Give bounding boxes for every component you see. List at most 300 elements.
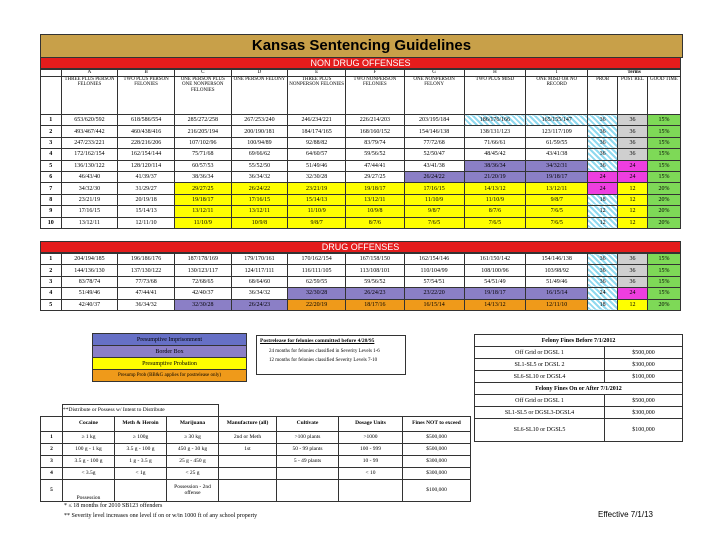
sentence-cell: 15/14/13 (118, 206, 175, 217)
sentence-cell: 31/29/27 (118, 183, 175, 194)
sentence-cell: 246/234/221 (288, 115, 346, 126)
sentence-cell: 165/155/147 (526, 115, 588, 126)
page-title: Kansas Sentencing Guidelines (40, 34, 683, 58)
good-time-cell: 15% (647, 171, 680, 182)
quantity-cell (277, 468, 339, 480)
grid-row (41, 276, 681, 287)
sentence-cell: 19/18/17 (464, 288, 526, 299)
sentence-cell: 108/100/96 (464, 265, 526, 276)
sentence-cell: 285/272/258 (174, 115, 231, 126)
sentence-cell: 51/49/46 (288, 160, 346, 171)
quantity-cell: 5 - 49 plants (277, 456, 339, 468)
sentence-cell: 26/24/22 (404, 171, 464, 182)
sentence-cell: 32/30/28 (288, 288, 346, 299)
sentence-cell: 9/8/7 (288, 217, 346, 228)
col-prob: PROB (588, 77, 618, 115)
severity-level: 1 (41, 254, 62, 265)
post-rel-cell: 36 (618, 149, 648, 160)
quantity-cell: $300,000 (403, 456, 471, 468)
quantity-level: 3 (41, 456, 63, 468)
sentence-cell: 47/44/41 (118, 288, 175, 299)
grid-row (41, 126, 681, 137)
nondrug-table (40, 69, 681, 229)
sentence-cell: 247/233/221 (61, 137, 118, 148)
sentence-cell: 34/32/31 (526, 160, 588, 171)
sentence-cell: 8/7/6 (346, 217, 405, 228)
quantity-cell (115, 480, 167, 502)
col-desc: THREE PLUS NONPERSON FELONIES (288, 77, 346, 115)
good-time-cell: 15% (647, 160, 680, 171)
sentence-cell: 11/10/9 (404, 194, 464, 205)
post-rel-cell: 12 (618, 217, 648, 228)
corner-cell (41, 77, 62, 115)
col-desc: ONE NONPERSON FELONY (404, 77, 464, 115)
sentence-cell: 216/205/194 (174, 126, 231, 137)
severity-level: 1 (41, 115, 62, 126)
quantity-cell: 1 g - 3.5 g (115, 456, 167, 468)
post-rel-cell: 36 (618, 276, 648, 287)
post-rel-cell: 24 (618, 160, 648, 171)
sentence-cell: 128/120/114 (118, 160, 175, 171)
sentence-cell: 42/40/37 (174, 288, 231, 299)
post-rel-cell: 36 (618, 265, 648, 276)
sentence-cell: 493/467/442 (61, 126, 118, 137)
good-time-cell: 15% (647, 115, 680, 126)
sentence-cell: 77/73/68 (118, 276, 175, 287)
sentence-cell: 51/49/46 (61, 288, 118, 299)
quantity-row (41, 432, 471, 444)
quantity-cell: ≥ 30 kg (167, 432, 219, 444)
sentence-cell: 54/51/49 (464, 276, 526, 287)
sentence-cell: 23/22/20 (404, 288, 464, 299)
sentence-cell: 11/10/9 (174, 217, 231, 228)
sentence-cell: 52/50/47 (404, 149, 464, 160)
quantity-cell: Possession - 2nd offense (167, 480, 219, 502)
fines-table (474, 334, 683, 442)
sentence-cell: 13/12/11 (231, 206, 288, 217)
quantity-cell: >1000 (339, 432, 403, 444)
grid-row (41, 217, 681, 228)
prob-cell: 36 (588, 126, 618, 137)
footnote-2: ** Severity level increases one level if on or w/in 1000 ft of any school property (64, 513, 258, 519)
sentence-cell: 38/36/34 (464, 160, 526, 171)
sentence-cell: 36/34/32 (231, 171, 288, 182)
effective-date: Effective 7/1/13 (598, 510, 653, 519)
sentence-cell: 226/214/203 (346, 115, 405, 126)
quantity-cell: 100 - 999 (339, 444, 403, 456)
sentence-cell: 55/52/50 (231, 160, 288, 171)
sentence-cell: 71/66/61 (464, 137, 526, 148)
quantity-row (41, 468, 471, 480)
sentence-cell: 618/586/554 (118, 115, 175, 126)
sentence-cell: 170/162/154 (288, 254, 346, 265)
col-good-time: GOOD TIME (647, 77, 680, 115)
sentence-cell: 32/30/28 (288, 171, 346, 182)
grid-row (41, 171, 681, 182)
sentence-cell: 653/620/592 (61, 115, 118, 126)
grid-row (41, 206, 681, 217)
post-rel-cell: 12 (618, 194, 648, 205)
post-rel-cell: 12 (618, 206, 648, 217)
legend-border-box: Border Box (93, 346, 247, 358)
sentence-cell: 43/41/38 (404, 160, 464, 171)
sentence-cell: 204/194/185 (61, 254, 118, 265)
quantity-level: 1 (41, 432, 63, 444)
prob-cell: 24 (588, 288, 618, 299)
drug-header: Manufacture (all) (219, 417, 277, 432)
drug-header: Dosage Units (339, 417, 403, 432)
severity-level: 4 (41, 288, 62, 299)
severity-level: 3 (41, 137, 62, 148)
sentence-cell: 162/154/144 (118, 149, 175, 160)
quantity-cell: 1st (219, 444, 277, 456)
sentence-cell: 19/18/17 (346, 183, 405, 194)
good-time-cell: 15% (647, 137, 680, 148)
severity-level: 8 (41, 194, 62, 205)
sentence-cell: 137/130/122 (118, 265, 175, 276)
sentence-cell: 12/11/10 (118, 217, 175, 228)
quantity-level: 2 (41, 444, 63, 456)
severity-level: 5 (41, 299, 62, 310)
post-rel-cell: 24 (618, 171, 648, 182)
sentence-cell: 38/36/34 (174, 171, 231, 182)
good-time-cell: 20% (647, 299, 680, 310)
legend-presumptive-imprisonment: Presumptive Imprisonment (93, 334, 247, 346)
sentence-cell: 17/16/15 (231, 194, 288, 205)
sentence-cell: 34/32/30 (61, 183, 118, 194)
sentence-cell: 14/13/12 (464, 183, 526, 194)
sentence-cell: 9/8/7 (526, 194, 588, 205)
sentence-cell: 172/162/154 (61, 149, 118, 160)
sentence-cell: 32/30/28 (174, 299, 231, 310)
post-rel-cell: 36 (618, 254, 648, 265)
sentence-cell: 36/34/32 (118, 299, 175, 310)
sentence-cell: 92/88/82 (288, 137, 346, 148)
sentence-cell: 57/54/51 (404, 276, 464, 287)
good-time-cell: 15% (647, 254, 680, 265)
terms-label: Terms (588, 70, 681, 77)
quantity-cell (277, 480, 339, 502)
sentence-cell: 18/17/16 (346, 299, 405, 310)
quantity-cell (219, 480, 277, 502)
quantity-cell: < 10 (339, 468, 403, 480)
severity-level: 3 (41, 276, 62, 287)
grid-row (41, 149, 681, 160)
sentence-cell: 179/170/161 (231, 254, 288, 265)
sentence-cell: 68/64/60 (231, 276, 288, 287)
sentence-cell: 72/68/65 (174, 276, 231, 287)
quantity-cell: $100,000 (403, 480, 471, 502)
grid-row (41, 288, 681, 299)
sentence-cell: 13/12/11 (526, 183, 588, 194)
good-time-cell: 20% (647, 217, 680, 228)
col-post-rel: POST REL (618, 77, 648, 115)
prob-cell: 12 (588, 217, 618, 228)
quantity-level: 5 (41, 480, 63, 502)
grid-row (41, 265, 681, 276)
quantity-cell (219, 468, 277, 480)
sentence-cell: 51/49/46 (526, 276, 588, 287)
quantity-cell: 3.5 g - 100 g (63, 456, 115, 468)
drug-quantity-table (40, 404, 471, 502)
col-letter: I (526, 70, 588, 77)
col-letter: B (118, 70, 175, 77)
sentence-cell: 7/6/5 (526, 206, 588, 217)
sentence-cell: 61/59/55 (526, 137, 588, 148)
col-desc: ONE MISD OR NO RECORD (526, 77, 588, 115)
severity-level: 6 (41, 171, 62, 182)
prob-cell: 36 (588, 276, 618, 287)
sentence-cell: 103/98/92 (526, 265, 588, 276)
sentence-cell: 23/21/19 (288, 183, 346, 194)
quantity-cell: < 3.5g (63, 468, 115, 480)
postrelease-line1: 24 months for felonies classified in Severity Levels 1-6 (269, 349, 380, 354)
quantity-cell: 2nd or Meth (219, 432, 277, 444)
grid-row (41, 183, 681, 194)
sentence-cell: 184/174/165 (288, 126, 346, 137)
quantity-cell: 25 g - 450 g (167, 456, 219, 468)
prob-cell: 36 (588, 265, 618, 276)
sentence-cell: 110/104/99 (404, 265, 464, 276)
col-desc: ONE PERSON PLUS ONE NONPERSON FELONIES (174, 77, 231, 115)
severity-level: 4 (41, 149, 62, 160)
sentence-cell: 62/59/55 (288, 276, 346, 287)
sentence-cell: 16/15/14 (526, 288, 588, 299)
sentence-cell: 48/45/42 (464, 149, 526, 160)
fine-level: SL1-SL5 or DGSL 2 (475, 359, 605, 371)
severity-level: 9 (41, 206, 62, 217)
col-letter: E (288, 70, 346, 77)
grid-row (41, 137, 681, 148)
sentence-cell: 83/79/74 (346, 137, 405, 148)
footnote-1: * ≤ 18 months for 2010 SB123 offenders (64, 503, 163, 509)
sentence-cell: 228/216/206 (118, 137, 175, 148)
quantity-cell: ≥ 100g (115, 432, 167, 444)
nondrug-band: NON DRUG OFFENSES (40, 57, 681, 69)
sentence-cell: 100/94/89 (231, 137, 288, 148)
prob-cell: 18 (588, 299, 618, 310)
legend-presump-prob-bbg: Presump Prob (BB&G applies for postrelease only) (93, 370, 247, 382)
drug-header: Meth & Heroin (115, 417, 167, 432)
fine-level: Off Grid or DGSL 1 (475, 347, 605, 359)
sentence-cell: 15/14/13 (288, 194, 346, 205)
drug-header: Cultivate (277, 417, 339, 432)
quantity-cell: < 1g (115, 468, 167, 480)
sentence-cell: 47/44/41 (346, 160, 405, 171)
sentence-cell: 144/136/130 (61, 265, 118, 276)
sentence-cell: 9/8/7 (404, 206, 464, 217)
prob-cell: 18 (588, 194, 618, 205)
sentence-cell: 107/102/96 (174, 137, 231, 148)
fine-amount: $500,000 (605, 395, 683, 407)
sentence-cell: 12/11/10 (526, 299, 588, 310)
sentence-cell: 7/6/5 (526, 217, 588, 228)
sentence-cell: 8/7/6 (464, 206, 526, 217)
sentence-cell: 11/10/9 (288, 206, 346, 217)
good-time-cell: 15% (647, 265, 680, 276)
sentence-cell: 130/123/117 (174, 265, 231, 276)
post-rel-cell: 12 (618, 299, 648, 310)
sentence-cell: 136/130/122 (61, 160, 118, 171)
post-rel-cell: 36 (618, 137, 648, 148)
quantity-row (41, 480, 471, 502)
sentence-cell: 186/176/166 (464, 115, 526, 126)
quantity-level: 4 (41, 468, 63, 480)
sentence-cell: 43/41/38 (526, 149, 588, 160)
sentence-cell: 7/6/5 (404, 217, 464, 228)
sentence-cell: 168/160/152 (346, 126, 405, 137)
sentence-cell: 11/10/9 (464, 194, 526, 205)
legend-presumptive-probation: Presumptive Probation (93, 358, 247, 370)
fine-amount: $100,000 (605, 371, 683, 383)
sentence-cell: 59/56/52 (346, 276, 405, 287)
quantity-cell (339, 480, 403, 502)
legend (92, 333, 247, 382)
sentence-cell: 113/108/101 (346, 265, 405, 276)
fine-level: SL1-SL5 or DGSL3-DGSL4 (475, 407, 605, 419)
grid-row (41, 194, 681, 205)
prob-cell: 36 (588, 115, 618, 126)
sentence-cell: 29/27/25 (174, 183, 231, 194)
sentence-cell: 13/12/11 (61, 217, 118, 228)
sentence-cell: 10/9/8 (346, 206, 405, 217)
grid-row (41, 115, 681, 126)
col-desc: ONE PERSON FELONY (231, 77, 288, 115)
post-rel-cell: 36 (618, 115, 648, 126)
sentence-cell: 203/195/184 (404, 115, 464, 126)
col-desc: TWO NONPERSON FELONIES (346, 77, 405, 115)
quantity-cell: ≥ 1 kg (63, 432, 115, 444)
sentence-cell: 196/186/176 (118, 254, 175, 265)
drug-grid (40, 241, 681, 311)
post-rel-cell: 12 (618, 183, 648, 194)
sentence-cell: 64/60/57 (288, 149, 346, 160)
sentence-cell: 26/24/23 (346, 288, 405, 299)
drug-note: **Distribute or Possess w/ Intent to Distribute (63, 405, 219, 417)
sentence-cell: 83/78/74 (61, 276, 118, 287)
prob-cell: 36 (588, 149, 618, 160)
sentence-cell: 26/24/23 (231, 299, 288, 310)
sentence-cell: 59/56/52 (346, 149, 405, 160)
corner-cell (41, 70, 62, 77)
sentence-cell: 13/12/11 (174, 206, 231, 217)
sentence-cell: 116/111/105 (288, 265, 346, 276)
sentence-cell: 60/57/53 (174, 160, 231, 171)
sentence-cell: 23/21/19 (61, 194, 118, 205)
postrelease-title: Postrelease for felonies committed before 4/20/95 (260, 338, 375, 344)
sentence-cell: 17/16/15 (404, 183, 464, 194)
good-time-cell: 15% (647, 288, 680, 299)
sentence-cell: 123/117/109 (526, 126, 588, 137)
quantity-cell: Possession (63, 480, 115, 502)
fine-level: SL6-SL10 or DGSL4 (475, 371, 605, 383)
col-desc: TWO PLUS MISD (464, 77, 526, 115)
post-rel-cell: 24 (618, 288, 648, 299)
sentence-cell: 162/154/146 (404, 254, 464, 265)
good-time-cell: 15% (647, 276, 680, 287)
sentence-cell: 187/178/169 (174, 254, 231, 265)
drug-table (40, 253, 681, 311)
quantity-cell: 450 g - 30 kg (167, 444, 219, 456)
sentence-cell: 16/15/14 (404, 299, 464, 310)
sentence-cell: 7/6/5 (464, 217, 526, 228)
col-desc: THREE PLUS PERSON FELONIES (61, 77, 118, 115)
good-time-cell: 15% (647, 149, 680, 160)
severity-level: 7 (41, 183, 62, 194)
sentence-cell: 138/131/123 (464, 126, 526, 137)
drug-header: Fines NOT to exceed (403, 417, 471, 432)
postrelease-line2: 12 months for felonies classified Severity Levels 7-10 (269, 358, 378, 363)
sentence-cell: 154/146/138 (404, 126, 464, 137)
drug-band: DRUG OFFENSES (40, 241, 681, 253)
post-rel-cell: 36 (618, 126, 648, 137)
sentence-cell: 17/16/15 (61, 206, 118, 217)
sentence-cell: 200/190/181 (231, 126, 288, 137)
sentence-cell: 14/13/12 (464, 299, 526, 310)
drug-header: Marijuana (167, 417, 219, 432)
col-letter: H (464, 70, 526, 77)
col-letter: G (404, 70, 464, 77)
good-time-cell: 20% (647, 206, 680, 217)
sentence-cell: 21/20/19 (464, 171, 526, 182)
quantity-cell: $300,000 (403, 468, 471, 480)
sentence-cell: 19/18/17 (526, 171, 588, 182)
drug-header: Cocaine (63, 417, 115, 432)
sentence-cell: 13/12/11 (346, 194, 405, 205)
severity-level: 10 (41, 217, 62, 228)
col-letter: D (231, 70, 288, 77)
quantity-row (41, 456, 471, 468)
severity-level: 2 (41, 265, 62, 276)
severity-level: 2 (41, 126, 62, 137)
sentence-cell: 167/158/150 (346, 254, 405, 265)
prob-cell: 36 (588, 160, 618, 171)
good-time-cell: 20% (647, 194, 680, 205)
quantity-cell: $500,000 (403, 432, 471, 444)
prob-cell: 24 (588, 171, 618, 182)
col-letter: A (61, 70, 118, 77)
good-time-cell: 20% (647, 183, 680, 194)
sentence-cell: 46/43/40 (61, 171, 118, 182)
sentence-cell: 41/39/37 (118, 171, 175, 182)
sentence-cell: 20/19/18 (118, 194, 175, 205)
fine-amount: $100,000 (605, 419, 683, 442)
fine-level: Off Grid or DGSL 1 (475, 395, 605, 407)
severity-level: 5 (41, 160, 62, 171)
quantity-cell: 100 g - 1 kg (63, 444, 115, 456)
sentence-cell: 22/20/19 (288, 299, 346, 310)
sentence-cell: 10/9/8 (231, 217, 288, 228)
quantity-cell: $500,000 (403, 444, 471, 456)
prob-cell: 36 (588, 254, 618, 265)
fines-before-title: Felony Fines Before 7/1/2012 (475, 335, 683, 347)
col-desc: TWO PLUS PERSON FELONIES (118, 77, 175, 115)
nondrug-grid (40, 57, 681, 229)
sentence-cell: 267/253/240 (231, 115, 288, 126)
grid-row (41, 254, 681, 265)
prob-cell: 24 (588, 183, 618, 194)
sentence-cell: 154/146/138 (526, 254, 588, 265)
quantity-cell: < 25 g (167, 468, 219, 480)
quantity-cell (219, 456, 277, 468)
fines-after-title: Felony Fines On or After 7/1/2012 (475, 383, 683, 395)
good-time-cell: 15% (647, 126, 680, 137)
fine-amount: $300,000 (605, 407, 683, 419)
grid-row (41, 160, 681, 171)
sentence-cell: 26/24/22 (231, 183, 288, 194)
sentence-cell: 77/72/68 (404, 137, 464, 148)
sentence-cell: 29/27/25 (346, 171, 405, 182)
